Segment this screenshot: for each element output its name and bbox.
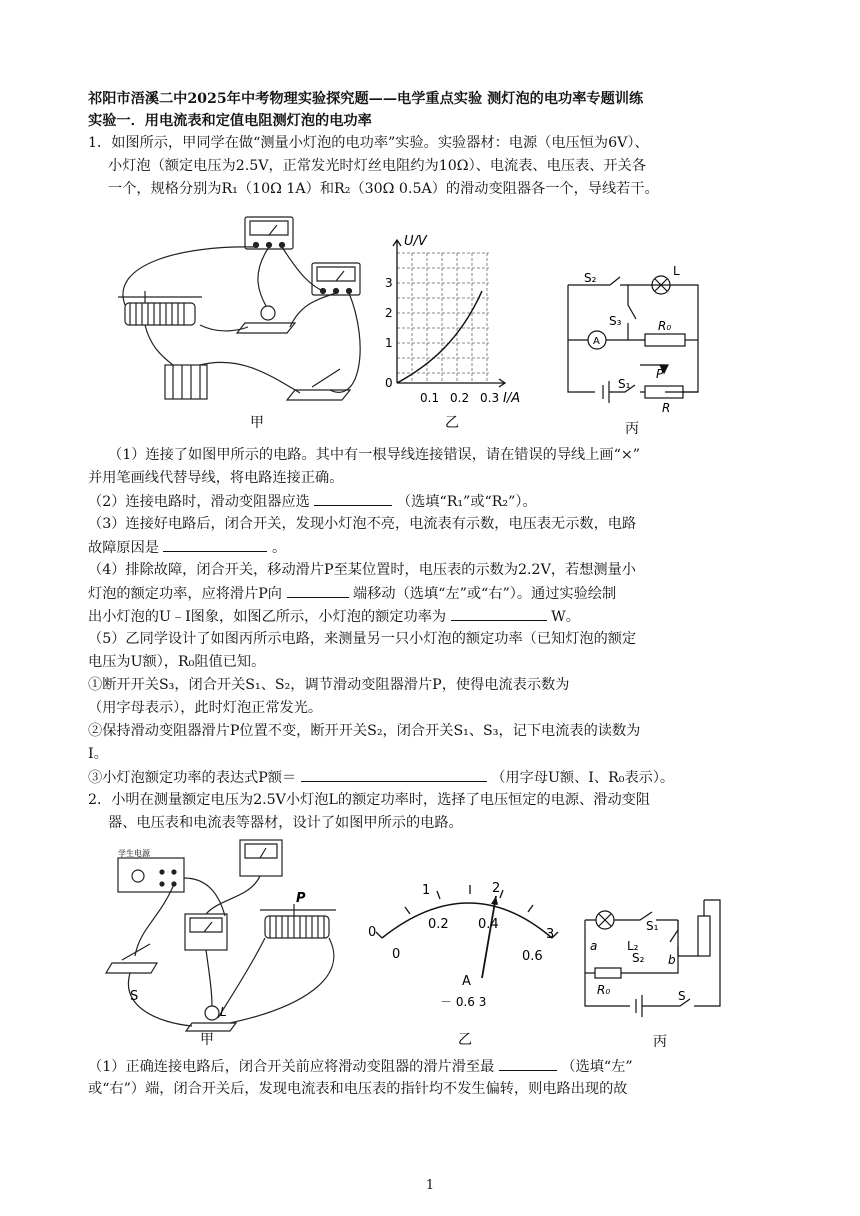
q1-part-4-line-3 [88,605,580,628]
q1-part-2-text: （2）连接电路时，滑动变阻器应选 [88,494,310,510]
figure-2a-apparatus [106,840,336,1031]
q2-line-1: 2．小明在测量额定电压为2.5V小灯泡L的额定功率时，选择了电压恒定的电源、滑动变阻 [88,792,651,808]
graph-xtick: 0.1 [420,391,440,405]
label-s3: S₃ [609,314,622,328]
label-r0: R₀ [597,983,611,997]
graph-gridlines [397,253,489,383]
graph-x-label: I/A [503,391,521,406]
figure-2c-labels [590,919,686,1003]
q1-step-3 [88,766,674,789]
meter-inner-label: 0 [392,947,401,962]
label-r: R [662,401,671,415]
figure-2 [100,838,780,1053]
meter-unit: A [462,974,471,989]
graph-x-axis [397,379,505,387]
meter-terminals: － 0.6 3 [440,995,487,1009]
graph-ytick: 3 [385,276,393,290]
label-r0: R₀ [658,319,672,333]
answer-blank-fault[interactable] [163,536,267,552]
label-l2: L₂ [627,939,639,953]
q1-part-4-line-1: （4）排除故障，闭合开关，移动滑片P至某位置时，电压表的示数为2.2V，若想测量小 [88,562,636,578]
q1-line-1: 1．如图所示，甲同学在做“测量小灯泡的电功率”实验。实验器材：电源（电压恒为6V）、 [88,135,649,151]
q1-step-2-line-1: ②保持滑动变阻器滑片P位置不变，断开开关S₂，闭合开关S₁、S₃，记下电流表的读数为 [88,723,641,739]
meter-needle [482,896,496,978]
label-node-a: a [590,939,598,953]
label-p: P [656,367,664,381]
q2-part-1-line-2: 或“右”）端，闭合开关后，发现电流表和电压表的指针均不发生偏转，则电路出现的故 [88,1081,628,1097]
figure-1c-circuit [568,276,698,403]
graph-y-axis [393,240,401,383]
q1-step-3-text: ③小灯泡额定功率的表达式P额＝ [88,770,297,786]
figure-1c-caption: 丙 [625,421,639,435]
label-s: S [678,989,686,1003]
graph-ytick: 1 [385,336,393,350]
label-s2: S₂ [584,271,597,285]
meter-inner-label: 0.6 [522,949,543,964]
answer-blank-rheostat[interactable] [314,490,392,506]
meter-inner-label: 0.2 [428,917,449,932]
section-heading: 实验一．用电流表和定值电阻测灯泡的电功率 [88,113,372,129]
meter-outer-label: 2 [492,881,501,896]
q1-part-5-line-1: （5）乙同学设计了如图丙所示电路，来测量另一只小灯泡的额定功率（已知灯泡的额定 [88,631,637,647]
label-slider-p: P [296,891,306,906]
label-lamp-l: L [220,1005,227,1019]
q1-part-3-end: 。 [271,540,287,556]
q2-part-1-text: （1）正确连接电路后，闭合开关前应将滑动变阻器的滑片滑至最 [88,1059,495,1075]
label-node-b: b [668,953,676,967]
label-s1: S₁ [618,377,631,391]
q2-part-1-line-1 [88,1055,633,1078]
meter-inner-label: 0.4 [478,917,499,932]
figure-1b-caption: 乙 [445,415,459,431]
graph-ytick: 2 [385,306,393,320]
figure-2c-caption: 丙 [653,1034,667,1050]
label-ammeter: A [593,336,600,347]
graph-xtick: 0.2 [450,391,470,405]
label-switch-s: S [130,989,139,1004]
figure-1b-graph [385,234,520,406]
figure-1 [100,205,780,435]
label-s1: S₁ [646,919,659,933]
meter-outer-label: 0 [368,925,377,940]
graph-xtick: 0.3 [480,391,500,405]
q1-part-4-unit: W。 [551,609,580,625]
supply-label: 学生电源 [118,849,150,858]
q1-part-4-power-text: 出小灯泡的U﹣I图象，如图乙所示，小灯泡的额定功率为 [88,609,447,625]
q1-line-2: 小灯泡（额定电压为2.5V，正常发光时灯丝电阻约为10Ω）、电流表、电压表、开关各 [108,158,646,174]
graph-y-label: U/V [404,234,427,249]
q1-part-3-line-1: （3）连接好电路后，闭合开关，发现小灯泡不亮，电流表有示数，电压表无示数，电路 [88,516,637,532]
figure-1a-apparatus [118,217,360,400]
graph-curve [397,291,482,383]
q1-part-4-line-2 [88,582,616,605]
meter-needle-tip [491,896,498,905]
answer-blank-expression[interactable] [301,766,487,782]
meter-outer-label: 1 [422,883,431,898]
page-number: 1 [425,1178,435,1193]
graph-ytick: 0 [385,376,393,390]
q1-part-2 [88,490,537,513]
label-s2: S₂ [632,951,645,965]
q1-step-1-line-2: （用字母表示），此时灯泡正常发光。 [88,700,323,716]
figure-2c-circuit [585,900,720,1017]
q1-part-3-line-2 [88,536,286,559]
meter-scale-arc [382,903,552,938]
meter-ticks [376,885,558,938]
figure-2b-meter [368,881,558,1009]
figure-1a-caption: 甲 [250,415,264,431]
page-title: 祁阳市浯溪二中2025年中考物理实验探究题——电学重点实验 测灯泡的电功率专题训练 [88,91,644,107]
q1-step-2-line-2: I。 [88,746,108,762]
q1-part-2-hint: （选填“R₁”或“R₂”）。 [396,494,537,510]
q1-part-3-text: 故障原因是 [88,540,159,556]
q1-step-1-line-1: ①断开开关S₃，闭合开关S₁、S₂，调节滑动变阻器滑片P，使得电流表示数为 [88,677,570,693]
answer-blank-direction[interactable] [287,582,349,598]
q1-line-3: 一个，规格分别为R₁（10Ω 1A）和R₂（30Ω 0.5A）的滑动变阻器各一个，导线若干。 [108,181,659,197]
q1-part-1-line-2: 并用笔画线代替导线，将电路连接正确。 [88,470,344,486]
q1-step-3-hint: （用字母U额、I、R₀表示）。 [491,770,675,786]
q1-part-1-line-1: （1）连接了如图甲所示的电路。其中有一根导线连接错误，请在错误的导线上画“×” [108,447,640,463]
answer-blank-power[interactable] [451,605,547,621]
figure-2a-caption: 甲 [200,1032,214,1048]
q2-part-1-hint: （选填“左” [561,1059,633,1075]
answer-blank-end[interactable] [499,1055,557,1071]
q1-part-4-text: 灯泡的额定功率，应将滑片P向 [88,586,282,602]
q1-part-4-hint: 端移动（选填“左”或“右”）。通过实验绘制 [353,586,617,602]
q2-line-2: 器、电压表和电流表等器材，设计了如图甲所示的电路。 [108,815,463,831]
figure-2b-caption: 乙 [458,1032,472,1048]
meter-outer-label: 3 [546,927,555,942]
q1-part-5-line-2: 电压为U额），R₀阻值已知。 [88,654,266,670]
label-l: L [673,264,680,278]
